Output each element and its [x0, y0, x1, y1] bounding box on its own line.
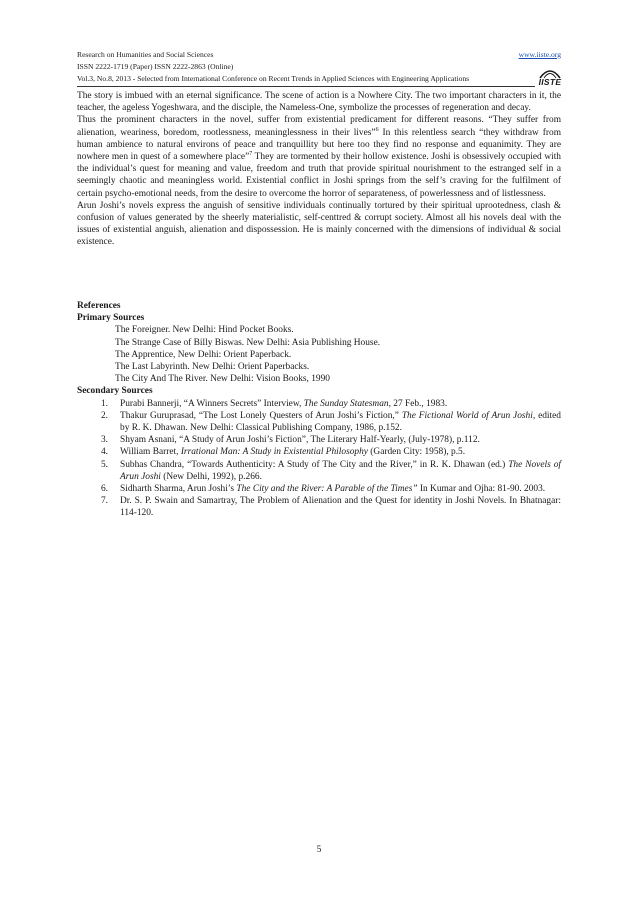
paragraph-text: In this relentless search “they withdraw from human ambience to natural environs of peace and tranquillity but here too they find no response and equanimity. They are nowhere men in quest of a somewhere place” — [77, 127, 561, 163]
item-number: 4. — [100, 447, 108, 458]
primary-source-item: The City And The River. New Delhi: Vision Books, 1990 — [115, 374, 330, 385]
references-heading: References — [77, 301, 121, 311]
page-number: 5 — [316, 845, 322, 855]
item-number: 5. — [100, 459, 108, 470]
item-number: 3. — [100, 435, 108, 446]
secondary-source-item — [77, 495, 561, 519]
paragraph — [77, 114, 561, 199]
ref-text: edited by R. K. Dhawan. New Delhi: Classical Publishing Company, 1986, p.152. — [120, 410, 561, 434]
paragraph-text: They are tormented by their hollow existence. Joshi is obsessively occupied with the individual’s quest for meaning and value, freedom and truth that provide spiritual nourishment to the estranged self in a seemingly chaotic and meaningless world. Existential conflict in Joshi springs from the self’s craving for the fulfilment of certain psycho-emotional needs, from the desire to overcome the horror of separateness, of powerlessness and of listlessness. — [77, 152, 561, 199]
ref-title: The Novels of Arun Joshi — [120, 459, 561, 482]
page-header — [77, 50, 561, 86]
secondary-source-item — [77, 398, 561, 410]
secondary-source-item — [77, 434, 561, 446]
item-number: 1. — [100, 398, 108, 409]
secondary-source-item — [77, 410, 561, 434]
ref-title: Irrational Man: A Study in Existential Philosophy — [180, 447, 368, 458]
header-row — [77, 50, 561, 62]
item-number: 6. — [100, 484, 108, 495]
footnote-ref[interactable]: 7 — [249, 150, 253, 157]
item-number: 2. — [100, 410, 108, 421]
footnote-ref[interactable]: 6 — [375, 126, 379, 133]
ref-text: (Garden City: 1958), p.5. — [367, 447, 466, 458]
primary-source-item: The Apprentice, New Delhi: Orient Paperback. — [115, 349, 292, 360]
paragraph-text: Thus the prominent characters in the novel, suffer from existential predicament for different reasons. “They suffer from alienation, weariness, boredom, rootlessness, meaninglessness in their lives” — [77, 115, 561, 138]
ref-title: The Fictional World of Arun Joshi, — [401, 410, 536, 421]
volume-line: Vol.3, No.8, 2013 - Selected from International Conference on Recent Trends in Applied Sciences with Engineering Applications — [77, 74, 470, 83]
ref-title: The Sunday Statesman — [303, 398, 389, 409]
secondary-source-item — [77, 459, 561, 483]
secondary-sources-list — [77, 398, 561, 520]
journal-url-link[interactable]: www.iiste.org — [518, 50, 561, 59]
primary-source-item: The Strange Case of Billy Biswas. New Delhi: Asia Publishing House. — [115, 337, 381, 348]
primary-source-item: The Last Labyrinth. New Delhi: Orient Paperbacks. — [115, 362, 310, 373]
ref-text: , 27 Feb., 1983. — [388, 398, 448, 409]
ref-text: Thakur Guruprasad, “The Lost Lonely Questers of Arun Joshi’s Fiction,” — [120, 410, 402, 421]
journal-title: Research on Humanities and Social Sciences — [77, 50, 214, 59]
header-divider — [77, 86, 535, 87]
ref-text: Dr. S. P. Swain and Samartray, The Problem of Alienation and the Quest for identity in Joshi Novels. In Bhatnagar: 114-120. — [120, 496, 561, 519]
logo-text: IISTE — [538, 77, 562, 87]
ref-text: Purabi Bannerji, “A Winners Secrets” Interview, — [120, 398, 304, 409]
primary-source-item: The Foreigner. New Delhi: Hind Pocket Books. — [115, 325, 294, 336]
ref-text: Sidharth Sharma, Arun Joshi’s — [120, 484, 237, 495]
item-number: 7. — [100, 496, 108, 507]
ref-text: William Barret, — [120, 447, 181, 458]
references-section — [77, 300, 561, 520]
primary-sources-heading: Primary Sources — [77, 313, 145, 324]
paragraph: Arun Joshi’s novels express the anguish of sensitive individuals continually tortured by their spiritual uprootedness, clash & confusion of values generated by the sheerly materialistic, self-centtred & corrupt society. Almost all his novels deal with the issues of existential anguish, alienation and dispossession. He is mainly concerned with the dimensions of individual & social existence. — [77, 200, 561, 248]
article-body — [77, 90, 561, 249]
ref-text: In Kumar and Ojha: 81-90. 2003. — [417, 484, 546, 495]
ref-text: Shyam Asnani, “A Study of Arun Joshi’s Fiction”, The Literary Half-Yearly, (July-1978), p.112. — [120, 435, 480, 446]
secondary-source-item — [77, 483, 561, 495]
iiste-logo — [537, 64, 563, 88]
secondary-source-item — [77, 446, 561, 458]
paragraph: The story is imbued with an eternal significance. The scene of action is a Nowhere City. The two important characters in it, the teacher, the ageless Yogeshwara, and the disciple, the Nameless-One, symbolize the processes of regeneration and decay. — [77, 91, 561, 114]
ref-title: The City and the River: A Parable of the Times” — [236, 484, 418, 495]
ref-text: Subhas Chandra, “Towards Authenticity: A Study of The City and the River,” in R. K. Dhawan (ed.) — [120, 459, 509, 470]
issn-line: ISSN 2222-1719 (Paper) ISSN 2222-2863 (Online) — [77, 62, 234, 71]
ref-text: (New Delhi, 1992), p.266. — [160, 471, 262, 482]
secondary-sources-heading: Secondary Sources — [77, 386, 153, 397]
